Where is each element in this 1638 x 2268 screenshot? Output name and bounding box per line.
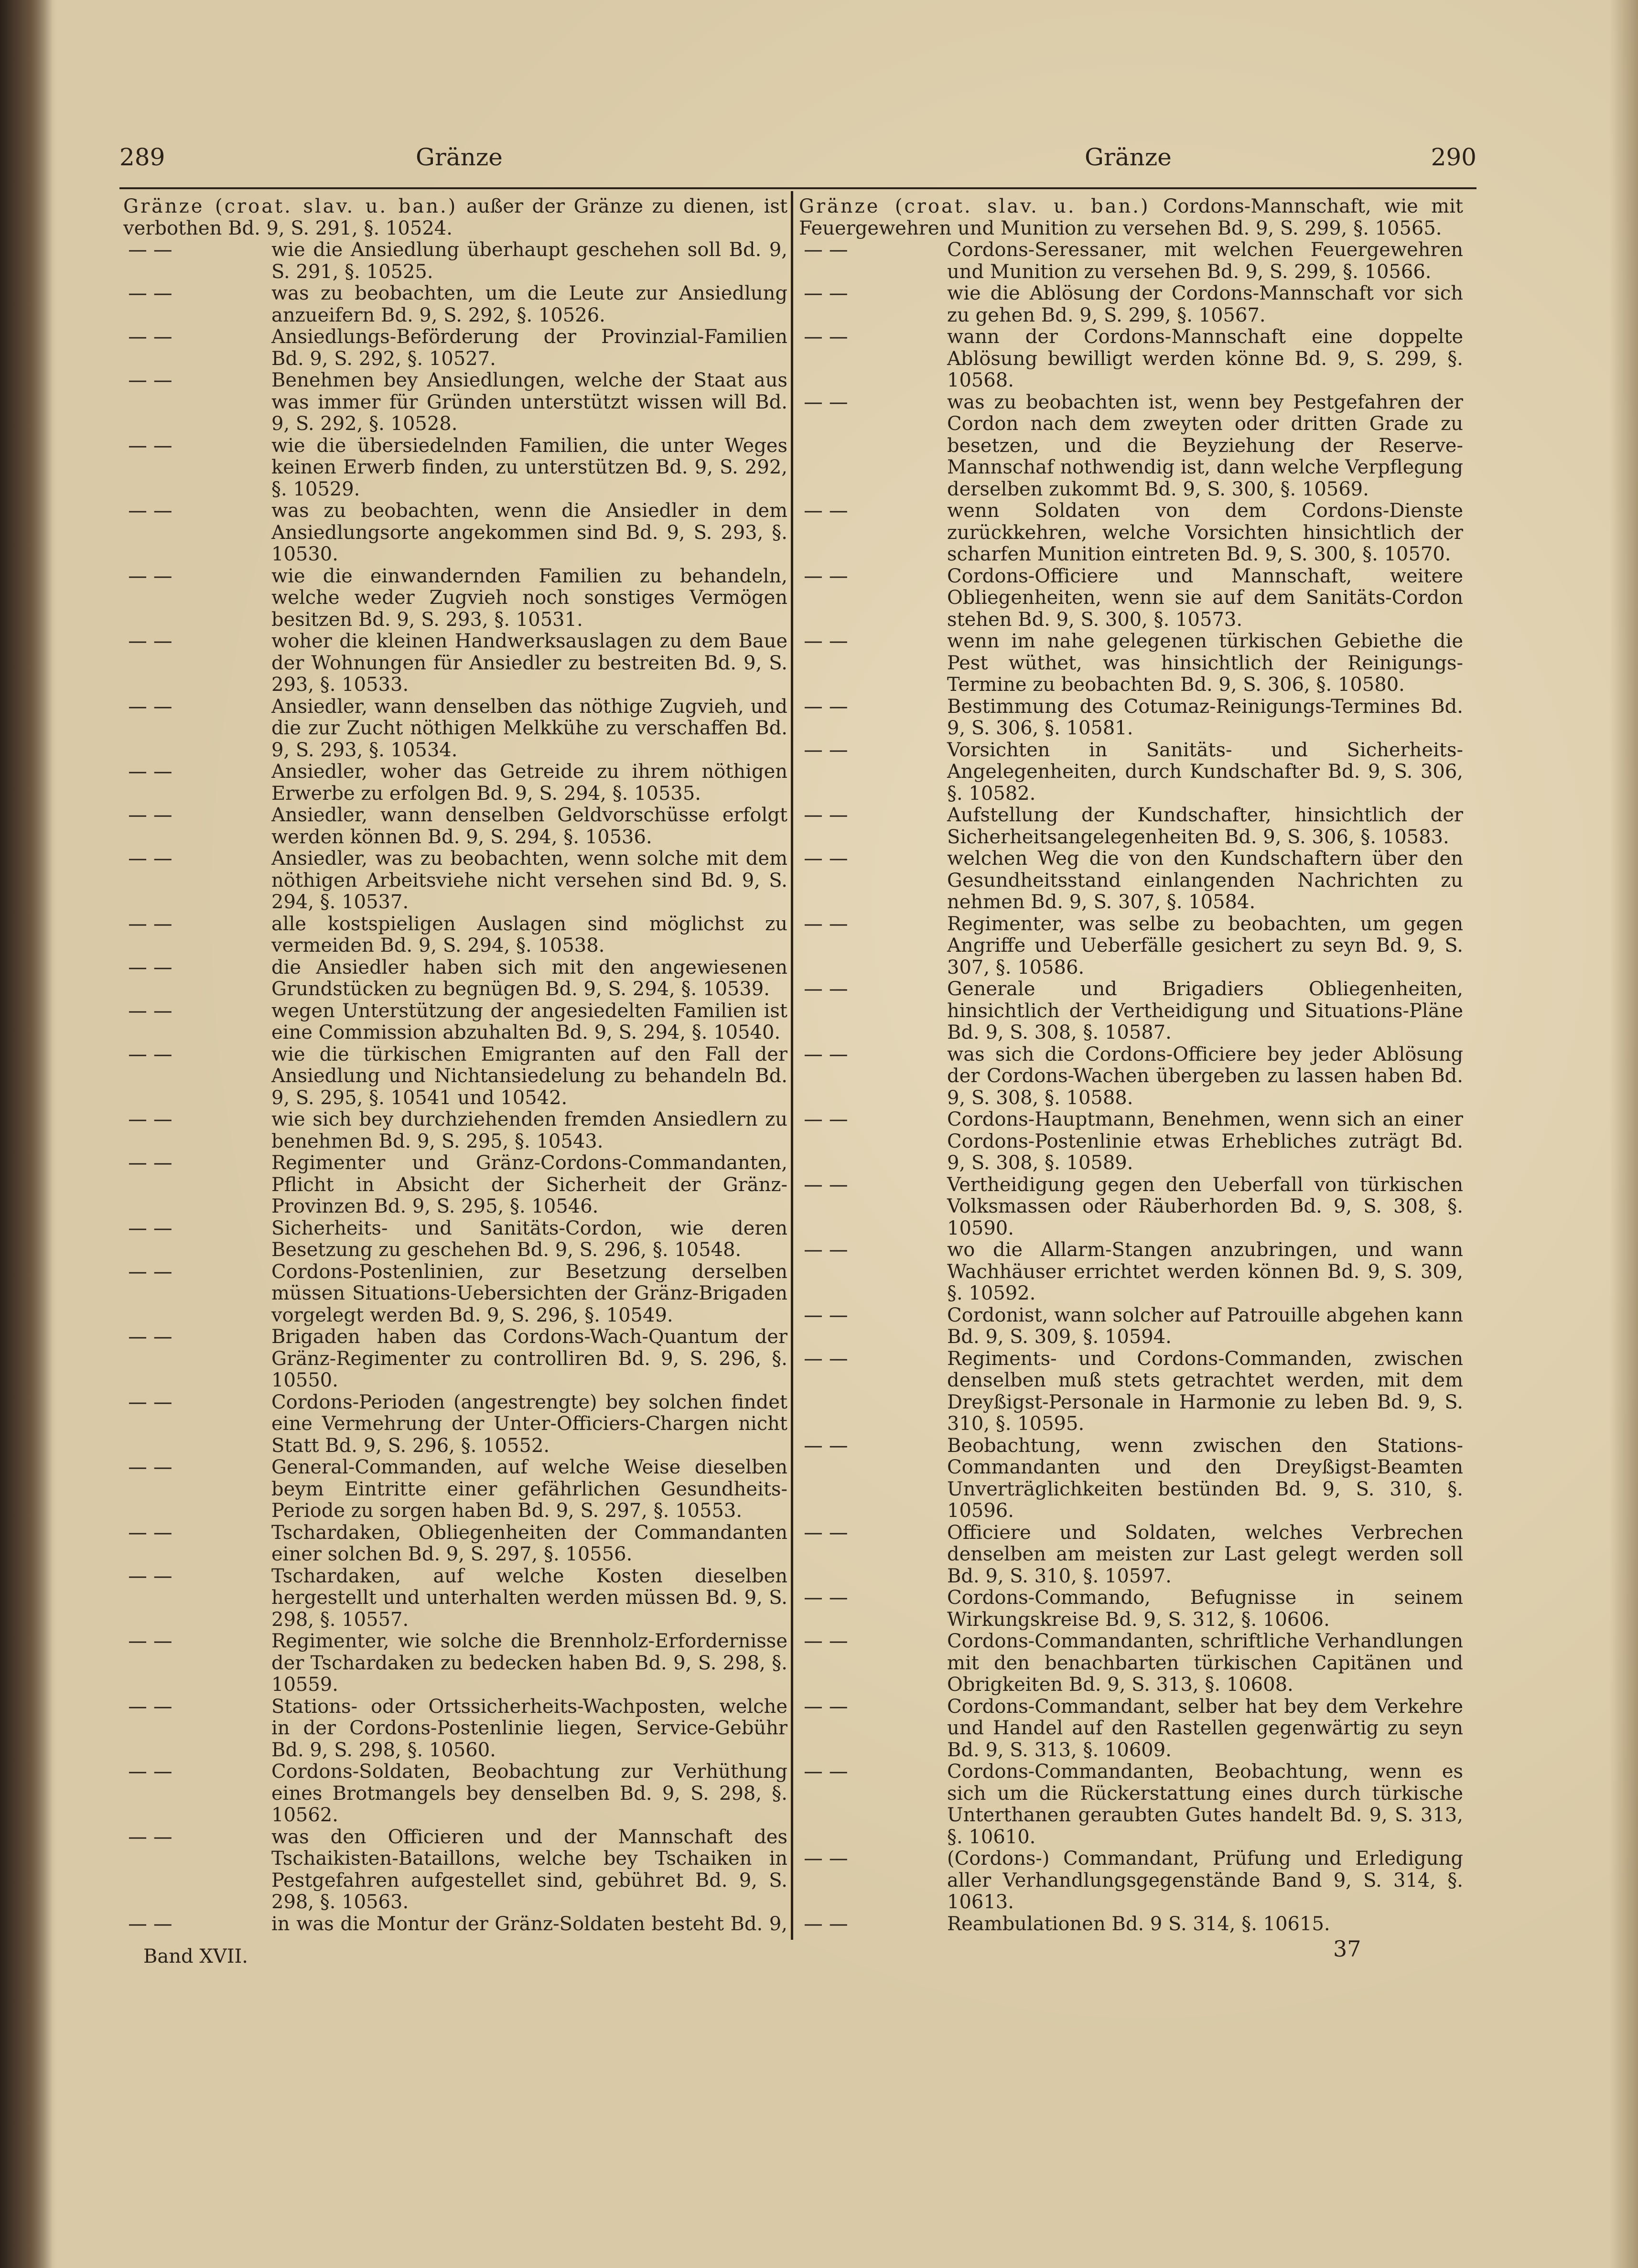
ditto-dash: — — bbox=[128, 1521, 172, 1544]
entry-text: Bestimmung des Cotumaz-Reinigungs-Termines Bd. 9, S. 306, §. 10581. bbox=[947, 695, 1463, 739]
entry-text: Vorsichten in Sanitäts- und Sicherheits-Angelegenheiten, durch Kundschafter Bd. 9, S. 306, §. 10582. bbox=[947, 739, 1463, 805]
ditto-dash: — — bbox=[804, 1695, 848, 1718]
ditto-dash: — — bbox=[128, 630, 172, 652]
entry-text: Ansiedler, woher das Getreide zu ihrem nöthigen Erwerbe zu erfolgen Bd. 9, S. 294, §. 10535. bbox=[271, 761, 787, 805]
index-entry bbox=[128, 326, 787, 370]
index-entry bbox=[128, 500, 787, 566]
entry-text: wegen Unterstützung der angesiedelten Familien ist eine Commission abzuhalten Bd. 9, S. 294, §. 10540. bbox=[271, 1000, 787, 1043]
ditto-dash: — — bbox=[804, 913, 848, 935]
entry-text: was den Officieren und der Mannschaft des Tschaikisten-Bataillons, welche bey Tschaiken in Pestgefahren aufgestellet sind, gebühret Bd. 9, S. 298, §. 10563. bbox=[271, 1826, 787, 1913]
ditto-dash: — — bbox=[804, 1587, 848, 1609]
ditto-dash: — — bbox=[128, 1326, 172, 1348]
entry-text: Commandant, Prüfung und Erledigung aller Verhandlungsgegenstände Band 9, S. 314, §. 10613. bbox=[947, 1848, 1463, 1913]
index-entry bbox=[804, 1695, 1463, 1762]
index-entry bbox=[128, 1000, 787, 1044]
ditto-dash: — — bbox=[804, 1761, 848, 1783]
signature-mark: Band XVII. bbox=[143, 1946, 248, 1967]
entry-text: wenn Soldaten von dem Cordons-Dienste zurückkehren, welche Vorsichten hinsichtlich der scharfen Munition eintreten Bd. 9, S. 300, §. 10570. bbox=[947, 500, 1463, 565]
entry-text: Regimenter, wie solche die Brennholz-Erfordernisse der Tschardaken zu bedecken haben Bd. 9, S. 298, §. 10559. bbox=[271, 1630, 787, 1696]
index-entry bbox=[804, 1630, 1463, 1696]
index-entry bbox=[804, 1239, 1463, 1305]
page-number-right: 290 bbox=[1431, 143, 1476, 171]
ditto-dash: — — bbox=[804, 1913, 848, 1935]
entry-text: Cordons-Commandanten, schriftliche Verhandlungen mit den benachbarten türkischen Capitänen und Obrigkeiten Bd. 9, S. 313, §. 10608. bbox=[947, 1630, 1463, 1696]
index-entry bbox=[804, 630, 1463, 696]
entry-text: wie die einwandernden Familien zu behandeln, welche weder Zugvieh noch sonstiges Vermögen besitzen Bd. 9, S. 293, §. 10531. bbox=[271, 565, 787, 631]
entry-text: Cordons-Commando, Befugnisse in seinem Wirkungskreise Bd. 9, S. 312, §. 10606. bbox=[947, 1587, 1463, 1631]
index-entry bbox=[804, 1913, 1463, 1935]
entry-text: Stations- oder Ortssicherheits-Wachposten, welche in der Cordons-Postenlinie liegen, Service-Gebühr Bd. 9, S. 298, §. 10560. bbox=[271, 1695, 787, 1761]
entry-text: Ansiedler, was zu beobachten, wenn solche mit dem nöthigen Arbeitsviehe nicht versehen sind Bd. 9, S. 294, §. 10537. bbox=[271, 848, 787, 913]
entry-text: Cordons-Hauptmann, Benehmen, wenn sich an einer Cordons-Postenlinie etwas Erhebliches zuträgt Bd. 9, S. 308, §. 10589. bbox=[947, 1108, 1463, 1174]
right-column bbox=[799, 196, 1463, 1935]
index-entry bbox=[128, 1695, 787, 1762]
ditto-dash: — — bbox=[128, 848, 172, 870]
ditto-dash: — — bbox=[128, 1152, 172, 1174]
index-entry bbox=[804, 239, 1463, 283]
index-entry bbox=[128, 434, 787, 501]
index-entry bbox=[128, 282, 787, 326]
index-entry bbox=[128, 804, 787, 848]
page-number-left: 289 bbox=[119, 143, 165, 171]
entry-text: was sich die Cordons-Officiere bey jeder Ablösung der Cordons-Wachen übergeben zu lassen haben Bd. 9, S. 308, §. 10588. bbox=[947, 1043, 1463, 1109]
ditto-dash: — — bbox=[128, 282, 172, 304]
entry-text: Cordons-Mannschaft, wie mit Feuergewehren und Munition zu versehen Bd. 9, S. 299, §. 10565. bbox=[799, 196, 1463, 239]
index-entry bbox=[128, 1108, 787, 1152]
ditto-dash: — — bbox=[128, 1826, 172, 1848]
entry-text: wann der Cordons-Mannschaft eine doppelte Ablösung bewilligt werden könne Bd. 9, S. 299, §. 10568. bbox=[947, 326, 1463, 391]
entry-text: wenn im nahe gelegenen türkischen Gebiethe die Pest wüthet, was hinsichtlich der Reinigungs-Termine zu beobachten Bd. 9, S. 306, §. 10580. bbox=[947, 630, 1463, 696]
ditto-dash: — — bbox=[804, 1239, 848, 1261]
index-entry bbox=[804, 326, 1463, 392]
index-entry bbox=[804, 500, 1463, 566]
index-entry bbox=[804, 1521, 1463, 1588]
index-entry bbox=[128, 1152, 787, 1218]
entry-text: Beobachtung, wenn zwischen den Stations-Commandanten und den Dreyßigst-Beamten Unverträglichkeiten bestünden Bd. 9, S. 310, §. 10596. bbox=[947, 1434, 1463, 1522]
index-entry bbox=[128, 695, 787, 762]
ditto-dash: — — bbox=[128, 1913, 172, 1935]
entry-text: Regimenter und Gränz-Cordons-Commandanten, Pflicht in Absicht der Sicherheit der Gränz-Provinzen Bd. 9, S. 295, §. 10546. bbox=[271, 1152, 787, 1217]
entry-text: Ansiedler, wann denselben Geldvorschüsse erfolgt werden können Bd. 9, S. 294, §. 10536. bbox=[271, 804, 787, 848]
entry-text: wie die türkischen Emigranten auf den Fall der Ansiedlung und Nichtansiedelung zu behandeln Bd. 9, S. 295, §. 10541 und 10542. bbox=[271, 1043, 787, 1109]
entry-text: außer der Gränze zu dienen, ist verbothen Bd. 9, S. 291, §. 10524. bbox=[123, 196, 787, 239]
index-entry bbox=[128, 1826, 787, 1913]
entry-text: alle kostspieligen Auslagen sind möglichst zu vermeiden Bd. 9, S. 294, §. 10538. bbox=[271, 913, 787, 957]
entry-text: Cordons-Officiere und Mannschaft, weitere Obliegenheiten, wenn sie auf dem Sanitäts-Cordon stehen Bd. 9, S. 300, §. 10573. bbox=[947, 565, 1463, 631]
entry-text: die Ansiedler haben sich mit den angewiesenen Grundstücken zu begnügen Bd. 9, S. 294, §. 10539. bbox=[271, 956, 787, 1000]
index-entry bbox=[128, 1913, 787, 1935]
entry-text: in was die Montur der Gränz-Soldaten besteht Bd. 9, bbox=[271, 1913, 787, 1935]
ditto-dash: — — bbox=[128, 500, 172, 522]
entry-text: wie die übersiedelnden Familien, die unter Weges keinen Erwerb finden, zu unterstützen Bd. 9, S. 292, §. 10529. bbox=[271, 434, 787, 500]
ditto-dash: — — bbox=[128, 1456, 172, 1478]
index-entry bbox=[804, 1173, 1463, 1240]
index-entry bbox=[804, 1434, 1463, 1522]
entry-text: Regiments- und Cordons-Commanden, zwischen denselben muß stets getrachtet werden, mit dem Dreyßigst-Personale in Harmonie zu leben Bd. 9, S. 310, §. 10595. bbox=[947, 1347, 1463, 1435]
ditto-dash: — — bbox=[128, 695, 172, 718]
book-spine bbox=[0, 0, 53, 2268]
ditto-dash: — — bbox=[804, 1630, 848, 1652]
ditto-dash: — — bbox=[128, 369, 172, 391]
index-entry bbox=[128, 630, 787, 696]
ditto-dash: — — bbox=[804, 239, 848, 261]
index-entry bbox=[804, 391, 1463, 501]
entry-text: Cordons-Postenlinien, zur Besetzung derselben müssen Situations-Uebersichten der Gränz-Brigaden vorgelegt werden Bd. 9, S. 296, §. 10549. bbox=[271, 1260, 787, 1326]
index-entry bbox=[804, 1347, 1463, 1435]
entry-lead bbox=[123, 196, 787, 239]
entry-text: Tschardaken, Obliegenheiten der Commandanten einer solchen Bd. 9, S. 297, §. 10556. bbox=[271, 1521, 787, 1565]
index-entry bbox=[804, 695, 1463, 740]
ditto-dash: — — bbox=[128, 1565, 172, 1587]
index-entry bbox=[128, 1217, 787, 1261]
entry-text: Cordons-Commandanten, Beobachtung, wenn es sich um die Rückerstattung eines durch türkische Unterthanen geraubten Gutes handelt Bd. 9, S. 313, §. 10610. bbox=[947, 1761, 1463, 1848]
ditto-dash: — — bbox=[804, 282, 848, 304]
ditto-dash: — — bbox=[804, 1434, 848, 1457]
index-entry bbox=[804, 913, 1463, 979]
ditto-dash: — — bbox=[804, 500, 848, 522]
ditto-dash: — — bbox=[128, 1260, 172, 1283]
index-entry bbox=[804, 565, 1463, 631]
ditto-dash: — — bbox=[804, 1347, 848, 1370]
entry-text: woher die kleinen Handwerksauslagen zu dem Baue der Wohnungen für Ansiedler zu bestreiten Bd. 9, S. 293, §. 10533. bbox=[271, 630, 787, 696]
ditto-dash: — — bbox=[804, 978, 848, 1000]
ditto-dash: — — bbox=[804, 1848, 848, 1870]
ditto-dash: — — bbox=[128, 239, 172, 261]
ditto-dash: — — bbox=[128, 804, 172, 826]
entry-text: was zu beobachten ist, wenn bey Pestgefahren der Cordon nach dem zweyten oder dritten Grade zu besetzen, und die Beyziehung der Reserve-Mannschaf nothwendig ist, dann welche Verpflegung derselben zukommt Bd. 9, S. 300, §. 10569. bbox=[947, 391, 1463, 500]
entry-text: wo die Allarm-Stangen anzubringen, und wann Wachhäuser errichtet werden können Bd. 9, S. 309, §. 10592. bbox=[947, 1239, 1463, 1304]
ditto-dash: — — bbox=[804, 804, 848, 826]
entry-text: was zu beobachten, um die Leute zur Ansiedlung anzueifern Bd. 9, S. 292, §. 10526. bbox=[271, 282, 787, 326]
index-entry bbox=[804, 848, 1463, 914]
ditto-dash: — — bbox=[804, 565, 848, 587]
index-entry bbox=[804, 1848, 1463, 1913]
catchword: 37 bbox=[1333, 1936, 1361, 1962]
index-entry bbox=[804, 1304, 1463, 1348]
ditto-dash: — — bbox=[128, 1630, 172, 1652]
index-entry bbox=[128, 239, 787, 283]
entry-text: Benehmen bey Ansiedlungen, welche der Staat aus was immer für Gründen unterstützt wissen will Bd. 9, S. 292, §. 10528. bbox=[271, 369, 787, 435]
entry-text: Cordons-Commandant, selber hat bey dem Verkehre und Handel auf den Rastellen gegenwärtig zu seyn Bd. 9, S. 313, §. 10609. bbox=[947, 1695, 1463, 1761]
index-entry bbox=[804, 1043, 1463, 1109]
index-entry bbox=[128, 1391, 787, 1457]
entry-text: Regimenter, was selbe zu beobachten, um gegen Angriffe und Ueberfälle gesichert zu seyn Bd. 9, S. 307, §. 10586. bbox=[947, 913, 1463, 978]
entry-text: wie die Ablösung der Cordons-Mannschaft vor sich zu gehen Bd. 9, S. 299, §. 10567. bbox=[947, 282, 1463, 326]
index-entry bbox=[804, 739, 1463, 805]
entry-lead-label: Gränze (croat. slav. u. ban.) bbox=[799, 196, 1150, 217]
entry-text: wie die Ansiedlung überhaupt geschehen soll Bd. 9, S. 291, §. 10525. bbox=[271, 239, 787, 283]
entry-lead-label: Gränze (croat. slav. u. ban.) bbox=[123, 196, 458, 217]
index-entry bbox=[128, 1565, 787, 1631]
index-entry bbox=[804, 804, 1463, 848]
index-entry bbox=[128, 369, 787, 435]
entry-text: Cordons-Perioden (angestrengte) bey solchen findet eine Vermehrung der Unter-Officiers-Chargen nicht Statt Bd. 9, S. 296, §. 10552. bbox=[271, 1391, 787, 1457]
entry-text: Cordons-Soldaten, Beobachtung zur Verhüthung eines Brotmangels bey denselben Bd. 9, S. 298, §. 10562. bbox=[271, 1761, 787, 1826]
ditto-dash: — — bbox=[804, 326, 848, 348]
ditto-dash: — — bbox=[128, 1695, 172, 1718]
headword-right: Gränze bbox=[1085, 143, 1172, 171]
index-entry bbox=[128, 1456, 787, 1522]
index-entry bbox=[128, 1260, 787, 1327]
index-entry bbox=[128, 1043, 787, 1109]
page-footer bbox=[143, 1936, 1433, 1974]
index-entry bbox=[804, 1587, 1463, 1631]
ditto-dash: — — bbox=[804, 630, 848, 652]
entry-text: General-Commanden, auf welche Weise dieselben beym Eintritte einer gefährlichen Gesundheits-Periode zu sorgen haben Bd. 9, S. 297, §. 10553. bbox=[271, 1456, 787, 1522]
entry-text: Tschardaken, auf welche Kosten dieselben hergestellt und unterhalten werden müssen Bd. 9, S. 298, §. 10557. bbox=[271, 1565, 787, 1631]
header-rule bbox=[119, 187, 1476, 189]
index-entry bbox=[128, 1761, 787, 1827]
ditto-dash: — — bbox=[128, 1761, 172, 1783]
page-edge bbox=[1609, 0, 1638, 2268]
column-divider bbox=[791, 191, 793, 1940]
ditto-dash: — — bbox=[804, 1304, 848, 1326]
entry-text: was zu beobachten, wenn die Ansiedler in dem Ansiedlungsorte angekommen sind Bd. 9, S. 293, §. 10530. bbox=[271, 500, 787, 565]
entry-text: Aufstellung der Kundschafter, hinsichtlich der Sicherheitsangelegenheiten Bd. 9, S. 306, §. 10583. bbox=[947, 804, 1463, 848]
ditto-dash: — — bbox=[804, 695, 848, 718]
index-entry bbox=[128, 1326, 787, 1392]
entry-text: Ansiedlungs-Beförderung der Provinzial-Familien Bd. 9, S. 292, §. 10527. bbox=[271, 326, 787, 370]
index-entry bbox=[128, 761, 787, 805]
headword-left: Gränze bbox=[416, 143, 503, 171]
index-entry bbox=[804, 978, 1463, 1044]
entry-text: welchen Weg die von den Kundschaftern über den Gesundheitsstand einlangenden Nachrichten zu nehmen Bd. 9, S. 307, §. 10584. bbox=[947, 848, 1463, 913]
ditto-dash: — — bbox=[804, 848, 848, 870]
ditto-dash: — — bbox=[804, 1108, 848, 1130]
index-entry bbox=[804, 1761, 1463, 1848]
ditto-dash: — — bbox=[128, 1000, 172, 1022]
ditto-dash: — — bbox=[128, 565, 172, 587]
index-entry bbox=[804, 282, 1463, 326]
entry-text: wie sich bey durchziehenden fremden Ansiedlern zu benehmen Bd. 9, S. 295, §. 10543. bbox=[271, 1108, 787, 1152]
ditto-dash: — — bbox=[128, 956, 172, 978]
entry-text: Reambulationen Bd. 9 S. 314, §. 10615. bbox=[947, 1913, 1330, 1935]
entry-text: Officiere und Soldaten, welches Verbrechen denselben am meisten zur Last gelegt werden soll Bd. 9, S. 310, §. 10597. bbox=[947, 1521, 1463, 1587]
ditto-dash: — — bbox=[128, 1043, 172, 1065]
ditto-dash: — — bbox=[128, 434, 172, 457]
index-entry bbox=[128, 1630, 787, 1696]
ditto-dash: — — bbox=[128, 1391, 172, 1413]
ditto-dash: — — bbox=[128, 761, 172, 783]
index-entry bbox=[128, 913, 787, 957]
ditto-dash: — — bbox=[804, 391, 848, 413]
entry-text: Brigaden haben das Cordons-Wach-Quantum der Gränz-Regimenter zu controlliren Bd. 9, S. 296, §. 10550. bbox=[271, 1326, 787, 1391]
ditto-dash: — — bbox=[128, 326, 172, 348]
index-entry bbox=[128, 956, 787, 1000]
index-entry bbox=[128, 1521, 787, 1566]
entry-text: Ansiedler, wann denselben das nöthige Zugvieh, und die zur Zucht nöthigen Melkkühe zu verschaffen Bd. 9, S. 293, §. 10534. bbox=[271, 695, 787, 761]
entry-text: Generale und Brigadiers Obliegenheiten, hinsichtlich der Vertheidigung und Situations-Pläne Bd. 9, S. 308, §. 10587. bbox=[947, 978, 1463, 1043]
running-header bbox=[119, 143, 1476, 186]
ditto-dash: — — bbox=[804, 1043, 848, 1065]
sub-lead: (Cordons-) bbox=[947, 1848, 1050, 1870]
left-column bbox=[123, 196, 787, 1935]
ditto-dash: — — bbox=[128, 1108, 172, 1130]
ditto-dash: — — bbox=[804, 739, 848, 761]
ditto-dash: — — bbox=[128, 913, 172, 935]
entry-text: Cordonist, wann solcher auf Patrouille abgehen kann Bd. 9, S. 309, §. 10594. bbox=[947, 1304, 1463, 1348]
ditto-dash: — — bbox=[804, 1173, 848, 1196]
entry-lead bbox=[799, 196, 1463, 239]
entry-text: Cordons-Seressaner, mit welchen Feuergewehren und Munition zu versehen Bd. 9, S. 299, §. 10566. bbox=[947, 239, 1463, 283]
entry-text: Vertheidigung gegen den Ueberfall von türkischen Volksmassen oder Räuberhorden Bd. 9, S. 308, §. 10590. bbox=[947, 1173, 1463, 1239]
index-entry bbox=[804, 1108, 1463, 1174]
ditto-dash: — — bbox=[128, 1217, 172, 1239]
index-entry bbox=[128, 848, 787, 914]
ditto-dash: — — bbox=[804, 1521, 848, 1544]
index-entry bbox=[128, 565, 787, 631]
entry-text: Sicherheits- und Sanitäts-Cordon, wie deren Besetzung zu geschehen Bd. 9, S. 296, §. 10548. bbox=[271, 1217, 787, 1261]
